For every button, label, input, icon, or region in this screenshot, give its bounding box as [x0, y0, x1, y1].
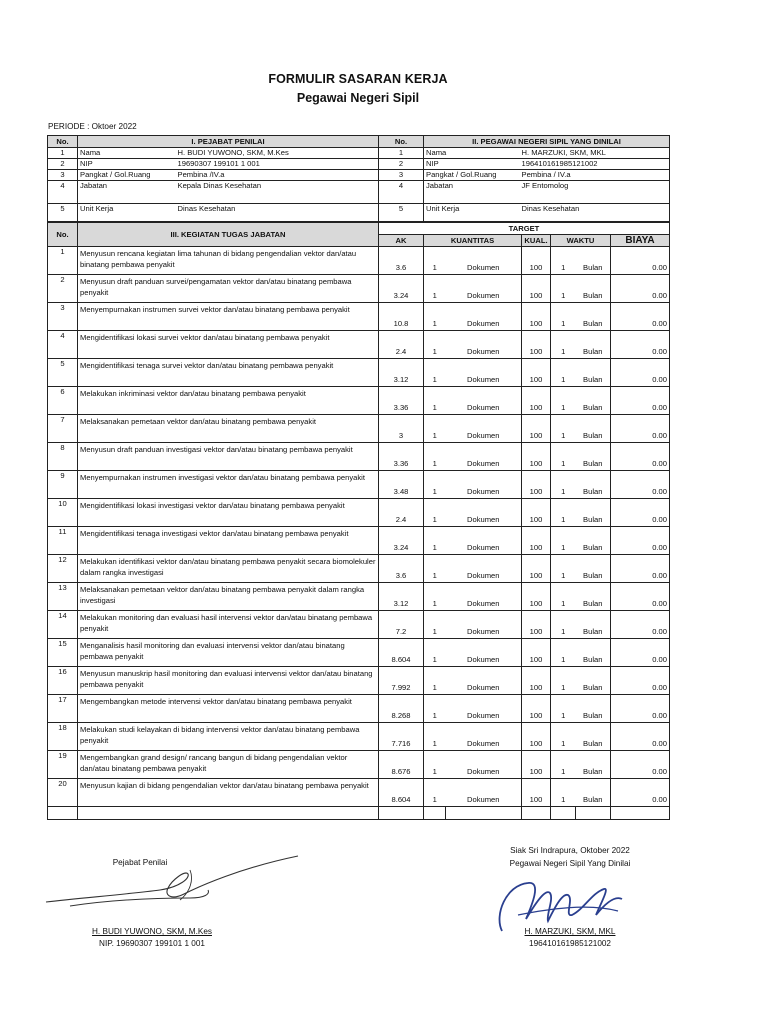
pegawai-value: Dinas Kesehatan	[520, 204, 670, 222]
header-pegawai-dinilai: II. PEGAWAI NEGERI SIPIL YANG DINILAI	[424, 136, 670, 148]
activity-waktu-unit: Bulan	[576, 779, 611, 807]
activity-no: 12	[48, 555, 78, 583]
pejabat-value: 19690307 199101 1 001	[176, 159, 379, 170]
activity-quantity: 1	[424, 275, 446, 303]
activity-waktu-unit: Bulan	[576, 667, 611, 695]
activity-biaya: 0.00	[611, 415, 670, 443]
activity-kual: 100	[522, 359, 551, 387]
activity-ak: 3.24	[379, 275, 424, 303]
pejabat-no: 2	[48, 159, 78, 170]
activity-kual: 100	[522, 499, 551, 527]
activity-quantity: 1	[424, 639, 446, 667]
activity-row	[48, 555, 670, 583]
activity-waktu-unit: Bulan	[576, 359, 611, 387]
activity-ak: 3.36	[379, 387, 424, 415]
activities-table	[47, 222, 670, 820]
activity-quantity-unit: Dokumen	[446, 751, 522, 779]
activity-quantity-unit: Dokumen	[446, 667, 522, 695]
activity-row	[48, 443, 670, 471]
activity-biaya: 0.00	[611, 695, 670, 723]
activity-description: Mengembangkan metode intervensi vektor dan/atau binatang pembawa penyakit	[78, 695, 379, 723]
activity-quantity: 1	[424, 583, 446, 611]
activity-biaya: 0.00	[611, 639, 670, 667]
activity-waktu-unit: Bulan	[576, 331, 611, 359]
activity-kual: 100	[522, 415, 551, 443]
header-no-left: No.	[48, 136, 78, 148]
activity-description: Menyempurnakan instrumen investigasi vektor dan/atau binatang pembawa penyakit	[78, 471, 379, 499]
activity-quantity-unit: Dokumen	[446, 779, 522, 807]
activity-ak: 7.2	[379, 611, 424, 639]
activity-waktu: 1	[551, 667, 576, 695]
activity-waktu-unit: Bulan	[576, 387, 611, 415]
activity-waktu: 1	[551, 695, 576, 723]
activity-quantity-unit: Dokumen	[446, 723, 522, 751]
pejabat-value: H. BUDI YUWONO, SKM, M.Kes	[176, 148, 379, 159]
activity-no: 17	[48, 695, 78, 723]
activity-ak: 3.12	[379, 583, 424, 611]
activity-ak: 2.4	[379, 331, 424, 359]
left-signer-nip: NIP. 19690307 199101 1 001	[99, 939, 205, 948]
activity-biaya: 0.00	[611, 331, 670, 359]
activity-quantity-unit: Dokumen	[446, 247, 522, 275]
activity-waktu-unit: Bulan	[576, 303, 611, 331]
activity-quantity: 1	[424, 499, 446, 527]
identity-header-row	[48, 136, 670, 148]
activity-description: Melaksanakan pemetaan vektor dan/atau binatang pembawa penyakit	[78, 415, 379, 443]
activity-kual: 100	[522, 471, 551, 499]
activity-biaya: 0.00	[611, 443, 670, 471]
activity-quantity: 1	[424, 751, 446, 779]
activity-kual: 100	[522, 247, 551, 275]
pegawai-no: 5	[379, 204, 424, 222]
activity-biaya: 0.00	[611, 667, 670, 695]
header-no-activities: No.	[48, 223, 78, 247]
pejabat-label: Nama	[78, 148, 176, 159]
empty-cell	[48, 807, 78, 820]
activity-description: Melakukan identifikasi vektor dan/atau binatang pembawa penyakit secara biomolekuler dalam rangka investigasi	[78, 555, 379, 583]
activity-waktu: 1	[551, 303, 576, 331]
activity-row	[48, 723, 670, 751]
activity-quantity-unit: Dokumen	[446, 695, 522, 723]
activity-ak: 7.716	[379, 723, 424, 751]
activity-description: Mengidentifikasi tenaga survei vektor dan/atau binatang pembawa penyakit	[78, 359, 379, 387]
activity-kual: 100	[522, 387, 551, 415]
activity-description: Menyempurnakan instrumen survei vektor dan/atau binatang pembawa penyakit	[78, 303, 379, 331]
activity-no: 15	[48, 639, 78, 667]
pegawai-label: Pangkat / Gol.Ruang	[424, 170, 520, 181]
activities-body	[48, 247, 670, 820]
activity-waktu: 1	[551, 247, 576, 275]
activity-quantity: 1	[424, 471, 446, 499]
activity-quantity-unit: Dokumen	[446, 471, 522, 499]
activity-quantity: 1	[424, 331, 446, 359]
activity-ak: 3.6	[379, 555, 424, 583]
pejabat-no: 5	[48, 204, 78, 222]
identity-row	[48, 159, 670, 170]
activity-row	[48, 331, 670, 359]
activity-waktu: 1	[551, 611, 576, 639]
activity-row	[48, 639, 670, 667]
activity-ak: 7.992	[379, 667, 424, 695]
pegawai-label: Nama	[424, 148, 520, 159]
activity-row	[48, 471, 670, 499]
activity-biaya: 0.00	[611, 359, 670, 387]
activity-biaya: 0.00	[611, 247, 670, 275]
activity-biaya: 0.00	[611, 275, 670, 303]
activity-no: 14	[48, 611, 78, 639]
pegawai-label: Unit Kerja	[424, 204, 520, 222]
left-signature-image	[40, 850, 305, 915]
empty-cell	[576, 807, 611, 820]
activity-waktu-unit: Bulan	[576, 471, 611, 499]
activity-waktu-unit: Bulan	[576, 639, 611, 667]
pejabat-value: Pembina /IV.a	[176, 170, 379, 181]
activity-no: 8	[48, 443, 78, 471]
activity-biaya: 0.00	[611, 471, 670, 499]
activity-kual: 100	[522, 639, 551, 667]
identity-table	[47, 135, 670, 222]
header-target: TARGET	[379, 223, 670, 235]
activity-description: Menyusun draft panduan survei/pengamatan vektor dan/atau binatang pembawa penyakit	[78, 275, 379, 303]
activity-quantity: 1	[424, 527, 446, 555]
pegawai-label: Jabatan	[424, 181, 520, 204]
activity-row	[48, 303, 670, 331]
activity-row	[48, 247, 670, 275]
periode-label: PERIODE : Oktoer 2022	[48, 122, 137, 131]
activity-description: Melaksanakan pemetaan vektor dan/atau binatang pembawa penyakit dalam rangka investigasi	[78, 583, 379, 611]
activity-waktu-unit: Bulan	[576, 695, 611, 723]
activity-quantity-unit: Dokumen	[446, 639, 522, 667]
activity-quantity-unit: Dokumen	[446, 415, 522, 443]
activity-no: 6	[48, 387, 78, 415]
activity-kual: 100	[522, 611, 551, 639]
activity-description: Mengidentifikasi tenaga investigasi vektor dan/atau binatang pembawa penyakit	[78, 527, 379, 555]
activity-biaya: 0.00	[611, 611, 670, 639]
activity-biaya: 0.00	[611, 723, 670, 751]
activity-quantity: 1	[424, 303, 446, 331]
activity-description: Melakukan monitoring dan evaluasi hasil intervensi vektor dan/atau binatang pembawa penyakit	[78, 611, 379, 639]
pegawai-no: 2	[379, 159, 424, 170]
activity-kual: 100	[522, 443, 551, 471]
activity-waktu: 1	[551, 555, 576, 583]
pejabat-label: Pangkat / Gol.Ruang	[78, 170, 176, 181]
activity-biaya: 0.00	[611, 499, 670, 527]
activity-quantity-unit: Dokumen	[446, 387, 522, 415]
empty-row	[48, 807, 670, 820]
empty-cell	[551, 807, 576, 820]
activity-waktu-unit: Bulan	[576, 443, 611, 471]
activity-row	[48, 275, 670, 303]
activity-waktu: 1	[551, 387, 576, 415]
activity-kual: 100	[522, 303, 551, 331]
left-signer-role: Pejabat Penilai	[112, 858, 168, 867]
activity-no: 11	[48, 527, 78, 555]
empty-cell	[78, 807, 379, 820]
activity-waktu-unit: Bulan	[576, 751, 611, 779]
activity-description: Mengidentifikasi lokasi investigasi vektor dan/atau binatang pembawa penyakit	[78, 499, 379, 527]
activity-ak: 3.48	[379, 471, 424, 499]
activity-no: 19	[48, 751, 78, 779]
header-ak: AK	[379, 235, 424, 247]
pejabat-label: Jabatan	[78, 181, 176, 204]
activity-kual: 100	[522, 583, 551, 611]
form-title: FORMULIR SASARAN KERJA	[268, 72, 448, 86]
activity-waktu-unit: Bulan	[576, 583, 611, 611]
pegawai-value: 196410161985121002	[520, 159, 670, 170]
activity-quantity-unit: Dokumen	[446, 611, 522, 639]
header-pejabat-penilai: I. PEJABAT PENILAI	[78, 136, 379, 148]
activity-quantity-unit: Dokumen	[446, 359, 522, 387]
activity-row	[48, 611, 670, 639]
activity-row	[48, 779, 670, 807]
activity-biaya: 0.00	[611, 751, 670, 779]
activity-waktu: 1	[551, 499, 576, 527]
header-kual: KUAL.	[522, 235, 551, 247]
identity-row	[48, 170, 670, 181]
activity-ak: 8.676	[379, 751, 424, 779]
activity-waktu: 1	[551, 331, 576, 359]
activity-row	[48, 415, 670, 443]
activity-quantity: 1	[424, 667, 446, 695]
header-kegiatan: III. KEGIATAN TUGAS JABATAN	[78, 223, 379, 247]
pejabat-label: NIP	[78, 159, 176, 170]
form-document	[47, 135, 669, 820]
identity-body	[48, 148, 670, 222]
pejabat-value: Kepala Dinas Kesehatan	[176, 181, 379, 204]
activity-waktu-unit: Bulan	[576, 723, 611, 751]
activity-quantity-unit: Dokumen	[446, 331, 522, 359]
activity-ak: 8.268	[379, 695, 424, 723]
right-signer-nip: 196410161985121002	[529, 939, 611, 948]
activity-no: 5	[48, 359, 78, 387]
activities-header-row-1	[48, 223, 670, 235]
activity-kual: 100	[522, 695, 551, 723]
pegawai-value: H. MARZUKI, SKM, MKL	[520, 148, 670, 159]
activity-quantity: 1	[424, 611, 446, 639]
activity-kual: 100	[522, 555, 551, 583]
activity-quantity-unit: Dokumen	[446, 499, 522, 527]
activity-biaya: 0.00	[611, 387, 670, 415]
activity-quantity: 1	[424, 779, 446, 807]
activity-waktu: 1	[551, 415, 576, 443]
activity-quantity-unit: Dokumen	[446, 583, 522, 611]
activity-description: Menyusun kajian di bidang pengendalian vektor dan/atau binatang pembawa penyakit	[78, 779, 379, 807]
activity-waktu-unit: Bulan	[576, 499, 611, 527]
activity-row	[48, 667, 670, 695]
activity-quantity: 1	[424, 359, 446, 387]
activity-waktu: 1	[551, 275, 576, 303]
activity-waktu: 1	[551, 359, 576, 387]
activity-ak: 3.36	[379, 443, 424, 471]
activity-no: 20	[48, 779, 78, 807]
activity-quantity: 1	[424, 443, 446, 471]
activity-no: 1	[48, 247, 78, 275]
pejabat-no: 3	[48, 170, 78, 181]
activity-ak: 8.604	[379, 639, 424, 667]
activity-ak: 8.604	[379, 779, 424, 807]
activity-ak: 2.4	[379, 499, 424, 527]
activity-ak: 3.12	[379, 359, 424, 387]
empty-cell	[522, 807, 551, 820]
identity-row	[48, 204, 670, 222]
activity-waktu: 1	[551, 639, 576, 667]
activity-waktu: 1	[551, 471, 576, 499]
activity-row	[48, 359, 670, 387]
pejabat-no: 1	[48, 148, 78, 159]
identity-row	[48, 181, 670, 204]
activity-description: Mengembangkan grand design/ rancang bangun di bidang pengendalian vektor dan/atau binatang pembawa penyakit	[78, 751, 379, 779]
activity-ak: 3.24	[379, 527, 424, 555]
activity-row	[48, 751, 670, 779]
activity-description: Menyusun draft panduan investigasi vektor dan/atau binatang pembawa penyakit	[78, 443, 379, 471]
activity-description: Melakukan inkriminasi vektor dan/atau binatang pembawa penyakit	[78, 387, 379, 415]
activity-row	[48, 695, 670, 723]
empty-cell	[379, 807, 424, 820]
header-biaya: BIAYA	[611, 235, 670, 247]
activity-kual: 100	[522, 723, 551, 751]
activity-waktu: 1	[551, 583, 576, 611]
activity-quantity: 1	[424, 723, 446, 751]
activity-quantity-unit: Dokumen	[446, 275, 522, 303]
activity-waktu: 1	[551, 751, 576, 779]
activity-biaya: 0.00	[611, 779, 670, 807]
activity-ak: 3	[379, 415, 424, 443]
activity-ak: 10.8	[379, 303, 424, 331]
activity-kual: 100	[522, 751, 551, 779]
activity-row	[48, 583, 670, 611]
activity-quantity: 1	[424, 555, 446, 583]
activity-no: 7	[48, 415, 78, 443]
identity-row	[48, 148, 670, 159]
activity-waktu: 1	[551, 779, 576, 807]
activity-biaya: 0.00	[611, 303, 670, 331]
right-signer-role: Pegawai Negeri Sipil Yang Dinilai	[509, 859, 631, 868]
activity-row	[48, 499, 670, 527]
activity-ak: 3.6	[379, 247, 424, 275]
activity-quantity-unit: Dokumen	[446, 303, 522, 331]
header-waktu: WAKTU	[551, 235, 611, 247]
activity-description: Melakukan studi kelayakan di bidang intervensi vektor dan/atau binatang pembawa penyakit	[78, 723, 379, 751]
activity-description: Menyusun manuskrip hasil monitoring dan evaluasi intervensi vektor dan/atau binatang pembawa penyakit	[78, 667, 379, 695]
activity-description: Menyusun rencana kegiatan lima tahunan di bidang pengendalian vektor dan/atau binatang pembawa penyakit	[78, 247, 379, 275]
activity-waktu-unit: Bulan	[576, 247, 611, 275]
activity-waktu: 1	[551, 443, 576, 471]
activity-quantity-unit: Dokumen	[446, 555, 522, 583]
pejabat-value: Dinas Kesehatan	[176, 204, 379, 222]
activity-no: 3	[48, 303, 78, 331]
activity-waktu-unit: Bulan	[576, 611, 611, 639]
header-no-right: No.	[379, 136, 424, 148]
activity-biaya: 0.00	[611, 555, 670, 583]
activity-waktu-unit: Bulan	[576, 415, 611, 443]
activity-description: Menganalisis hasil monitoring dan evaluasi intervensi vektor dan/atau binatang pembawa penyakit	[78, 639, 379, 667]
activity-quantity: 1	[424, 695, 446, 723]
pegawai-no: 1	[379, 148, 424, 159]
pejabat-label: Unit Kerja	[78, 204, 176, 222]
empty-cell	[611, 807, 670, 820]
activity-waktu: 1	[551, 527, 576, 555]
activity-kual: 100	[522, 667, 551, 695]
activity-quantity-unit: Dokumen	[446, 527, 522, 555]
activity-no: 2	[48, 275, 78, 303]
activity-quantity: 1	[424, 387, 446, 415]
activity-description: Mengidentifikasi lokasi survei vektor dan/atau binatang pembawa penyakit	[78, 331, 379, 359]
pegawai-value: JF Entomolog	[520, 181, 670, 204]
right-signer-name: H. MARZUKI, SKM, MKL	[524, 927, 616, 936]
empty-cell	[446, 807, 522, 820]
pegawai-value: Pembina / IV.a	[520, 170, 670, 181]
activity-waktu-unit: Bulan	[576, 275, 611, 303]
activity-no: 18	[48, 723, 78, 751]
activity-biaya: 0.00	[611, 583, 670, 611]
activity-quantity: 1	[424, 247, 446, 275]
activity-kual: 100	[522, 331, 551, 359]
activity-waktu-unit: Bulan	[576, 527, 611, 555]
activity-quantity: 1	[424, 415, 446, 443]
empty-cell	[424, 807, 446, 820]
activity-no: 4	[48, 331, 78, 359]
activity-biaya: 0.00	[611, 527, 670, 555]
activity-no: 16	[48, 667, 78, 695]
activity-no: 10	[48, 499, 78, 527]
activity-waktu-unit: Bulan	[576, 555, 611, 583]
right-place-date: Siak Sri Indrapura, Oktober 2022	[510, 846, 630, 855]
pejabat-no: 4	[48, 181, 78, 204]
activity-no: 13	[48, 583, 78, 611]
activity-row	[48, 527, 670, 555]
header-kuantitas: KUANTITAS	[424, 235, 522, 247]
pegawai-no: 3	[379, 170, 424, 181]
activity-quantity-unit: Dokumen	[446, 443, 522, 471]
form-subtitle: Pegawai Negeri Sipil	[296, 91, 420, 105]
activity-kual: 100	[522, 275, 551, 303]
activity-kual: 100	[522, 527, 551, 555]
pegawai-label: NIP	[424, 159, 520, 170]
activity-row	[48, 387, 670, 415]
left-signer-name: H. BUDI YUWONO, SKM, M.Kes	[92, 927, 212, 936]
pegawai-no: 4	[379, 181, 424, 204]
activity-kual: 100	[522, 779, 551, 807]
activity-no: 9	[48, 471, 78, 499]
activity-waktu: 1	[551, 723, 576, 751]
